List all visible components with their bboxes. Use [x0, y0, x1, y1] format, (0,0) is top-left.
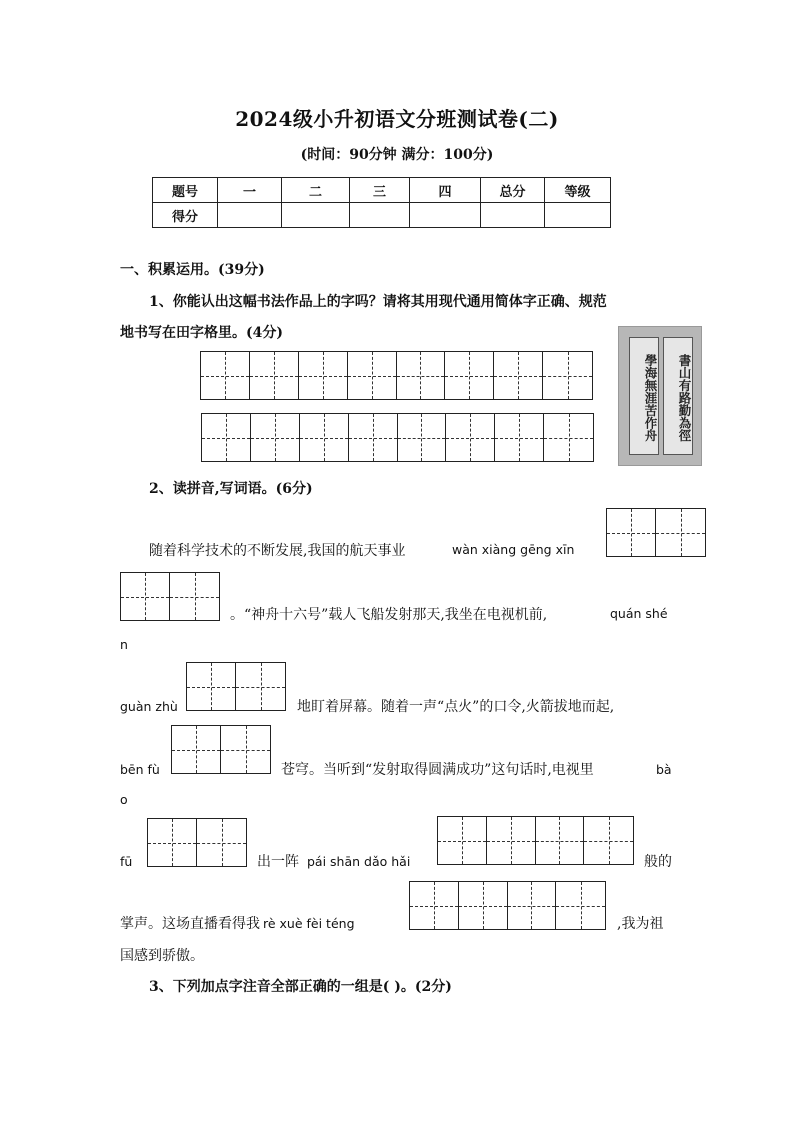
score-table-col: 四	[410, 178, 481, 203]
tianzige-cell[interactable]	[170, 573, 219, 620]
tianzige-cell[interactable]	[544, 414, 593, 461]
score-table-col: 等级	[545, 178, 611, 203]
tianzige-cell[interactable]	[300, 414, 349, 461]
tianzige-grid-row-1[interactable]	[200, 351, 593, 400]
passage-text: 随着科学技术的不断发展,我国的航天事业	[149, 543, 406, 559]
score-table-col: 三	[350, 178, 410, 203]
calligraphy-left-scroll: 學海無涯苦作舟	[629, 337, 659, 455]
tianzige-cell[interactable]	[495, 414, 544, 461]
tianzige-cell[interactable]	[656, 509, 705, 556]
pinyin-prompt: guàn zhù	[120, 699, 178, 714]
tianzige-cell[interactable]	[197, 819, 246, 866]
tianzige-cell[interactable]	[299, 352, 348, 399]
tianzige-cell[interactable]	[487, 817, 536, 864]
tianzige-cell[interactable]	[536, 817, 585, 864]
passage-text: 地盯着屏幕。随着一声“点火”的口令,火箭拔地而起,	[297, 699, 615, 715]
score-cell[interactable]	[282, 203, 350, 228]
score-table-col: 总分	[481, 178, 545, 203]
tianzige-cell[interactable]	[556, 882, 605, 929]
tianzige-cell[interactable]	[446, 414, 495, 461]
score-table-score-row	[153, 203, 611, 228]
question-1-line-1: 1、你能认出这幅书法作品上的字吗？请将其用现代通用简体字正确、规范	[149, 294, 607, 310]
tianzige-cell[interactable]	[202, 414, 251, 461]
tianzige-cell[interactable]	[348, 352, 397, 399]
passage-text: 般的	[644, 854, 672, 870]
score-cell[interactable]	[545, 203, 611, 228]
tianzige-cell[interactable]	[349, 414, 398, 461]
pinyin-prompt: bà	[656, 762, 672, 777]
score-table-row-label: 得分	[153, 203, 218, 228]
pinyin-prompt: fū	[120, 854, 133, 869]
score-table-col: 一	[218, 178, 282, 203]
tianzige-cell[interactable]	[494, 352, 543, 399]
pinyin-prompt-wrap: n	[120, 637, 128, 652]
score-table-col: 二	[282, 178, 350, 203]
exam-title: 2024级小升初语文分班测试卷(二)	[235, 107, 559, 131]
passage-text: 。“神舟十六号”载人飞船发射那天,我坐在电视机前,	[230, 607, 548, 623]
passage-text: 国感到骄傲。	[120, 948, 204, 964]
answer-grid-bao-fu[interactable]	[147, 818, 247, 867]
tianzige-cell[interactable]	[121, 573, 170, 620]
pinyin-prompt: bēn fù	[120, 762, 160, 777]
tianzige-grid-row-2[interactable]	[201, 413, 594, 462]
tianzige-cell[interactable]	[187, 663, 236, 710]
pinyin-prompt: rè xuè fèi téng	[263, 916, 355, 931]
answer-grid-pai-shan-dao-hai[interactable]	[437, 816, 634, 865]
answer-grid-ben-fu[interactable]	[171, 725, 271, 774]
score-cell[interactable]	[218, 203, 282, 228]
tianzige-cell[interactable]	[251, 414, 300, 461]
tianzige-cell[interactable]	[438, 817, 487, 864]
score-cell[interactable]	[350, 203, 410, 228]
tianzige-cell[interactable]	[543, 352, 592, 399]
tianzige-cell[interactable]	[508, 882, 557, 929]
tianzige-cell[interactable]	[459, 882, 508, 929]
question-1-line-2: 地书写在田字格里。(4分)	[120, 325, 283, 341]
passage-text: 出一阵	[257, 854, 299, 870]
score-cell[interactable]	[410, 203, 481, 228]
passage-text: 苍穹。当听到“发射取得圆满成功”这句话时,电视里	[281, 762, 594, 778]
score-table-row-label: 题号	[153, 178, 218, 203]
tianzige-cell[interactable]	[236, 663, 285, 710]
passage-text: 掌声。这场直播看得我	[120, 916, 260, 932]
tianzige-cell[interactable]	[172, 726, 221, 773]
tianzige-cell[interactable]	[445, 352, 494, 399]
tianzige-cell[interactable]	[148, 819, 197, 866]
exam-subtitle: (时间：90分钟 满分：100分)	[300, 147, 494, 163]
score-cell[interactable]	[481, 203, 545, 228]
pinyin-prompt: wàn xiàng gēng xīn	[452, 542, 575, 557]
question-3: 3、下列加点字注音全部正确的一组是( )。(2分)	[149, 979, 452, 995]
score-table-header-row	[153, 178, 611, 203]
answer-grid-quan-shen-guan-zhu[interactable]	[186, 662, 286, 711]
tianzige-cell[interactable]	[250, 352, 299, 399]
calligraphy-right-scroll: 書山有路勤為徑	[663, 337, 693, 455]
score-table	[152, 177, 611, 228]
answer-grid-wan-xiang-geng-xin-1[interactable]	[606, 508, 706, 557]
tianzige-cell[interactable]	[201, 352, 250, 399]
tianzige-cell[interactable]	[398, 414, 447, 461]
tianzige-cell[interactable]	[584, 817, 633, 864]
section-heading: 一、积累运用。(39分)	[120, 262, 265, 278]
tianzige-cell[interactable]	[607, 509, 656, 556]
pinyin-prompt: quán shé	[610, 606, 668, 621]
passage-text: ,我为祖	[617, 916, 664, 932]
calligraphy-image	[618, 326, 702, 466]
pinyin-prompt-wrap: o	[120, 792, 128, 807]
answer-grid-re-xue-fei-teng[interactable]	[409, 881, 606, 930]
answer-grid-wan-xiang-geng-xin-2[interactable]	[120, 572, 220, 621]
tianzige-cell[interactable]	[410, 882, 459, 929]
tianzige-cell[interactable]	[221, 726, 270, 773]
tianzige-cell[interactable]	[397, 352, 446, 399]
pinyin-prompt: pái shān dǎo hǎi	[307, 854, 411, 869]
question-2-heading: 2、读拼音,写词语。(6分)	[149, 481, 313, 497]
